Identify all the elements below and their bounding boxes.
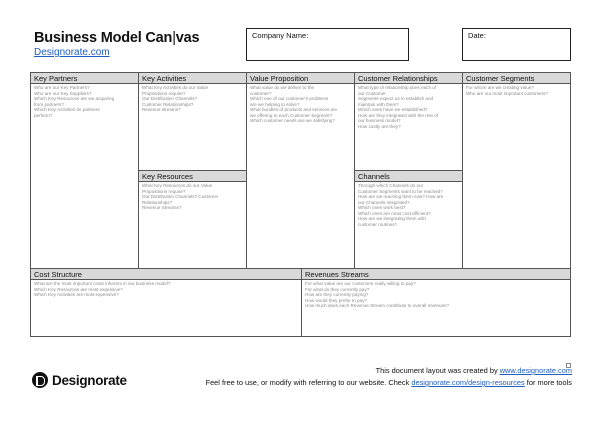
footer-credit-link[interactable]: www.designorate.com [499, 366, 572, 375]
revenue-streams-block[interactable] [301, 268, 571, 337]
cost-structure-block[interactable] [30, 268, 302, 337]
revenue-streams-title: Revenues Streams [302, 269, 570, 280]
company-name-field[interactable] [246, 28, 409, 61]
revenue-streams-hints: For what value are our customers really willing to pay? For what do they currently pay? How are they currently paying? How would they prefer to pay? How much does each Revenue Stream contribute to overall revenues? [305, 281, 450, 308]
channels-block[interactable] [354, 170, 463, 269]
footer-credit-line: This document layout was created by www.designorate.com [375, 366, 572, 375]
cost-structure-title: Cost Structure [31, 269, 301, 280]
key-partners-hints: Who are our Key Partners? Who are our Key Suppliers? Which Key Resources are we acquiring from partners? Which Key Activities do partners perform? [34, 85, 115, 118]
customer-segments-block[interactable] [462, 72, 571, 269]
value-proposition-block[interactable] [246, 72, 355, 269]
company-name-label: Company Name: [252, 31, 309, 40]
channels-hints: Through which Channels do our Customer Segments want to be reached? How are we reaching them now? How are our Channels integrated? Which ones work best? Which ones are most cost-efficient? How are we integrating them with customer routines? [358, 183, 444, 227]
page-title: Business Model Can|vas [34, 30, 200, 46]
channels-title: Channels [355, 171, 462, 182]
key-resources-title: Key Resources [139, 171, 246, 182]
date-field[interactable] [462, 28, 571, 61]
date-label: Date: [468, 31, 486, 40]
value-proposition-hints: What value do we deliver to the customer? Which one of our customer's problems are we helping to solve? What bundles of products and services are we offering to each Customer Segment? Which customer needs are we satisfying? [250, 85, 338, 123]
customer-relationships-hints: What type of relationship does each of our Customer Segments expect us to establish and maintain with them? Which ones have we established? How are they integrated with the rest of our business model? How costly are they? [358, 85, 438, 129]
customer-relationships-title: Customer Relationships [355, 73, 462, 84]
key-activities-block[interactable] [138, 72, 247, 171]
key-resources-hints: What Key Resources do our Value Propositions require? Our Distribution Channels? Customer Relationships? Revenue Streams? [142, 183, 219, 210]
text-caret: | [172, 30, 176, 46]
customer-relationships-block[interactable] [354, 72, 463, 171]
value-proposition-title: Value Proposition [247, 73, 354, 84]
footer-resources-link[interactable]: designorate.com/design-resources [411, 378, 525, 387]
footer-usage-line: Feel free to use, or modify with referring to our website. Check designorate.com/design-resources for more tools [205, 378, 572, 387]
designorate-logo-icon [32, 372, 48, 388]
key-activities-hints: What Key Activities do our Value Propositions require? Our Distribution Channels? Customer Relationships? Revenue streams? [142, 85, 209, 112]
key-partners-block[interactable] [30, 72, 139, 269]
key-resources-block[interactable] [138, 170, 247, 269]
designorate-logo[interactable] [32, 372, 127, 388]
customer-segments-hints: For whom are we creating value? Who are our most important customers? [466, 85, 548, 96]
key-partners-title: Key Partners [31, 73, 138, 84]
cost-structure-hints: What are the most important costs inherent in our business model? Which Key Resources are most expensive? Which Key Activities are most expensive? [34, 281, 171, 297]
key-activities-title: Key Activities [139, 73, 246, 84]
site-link[interactable]: Designorate.com [34, 47, 110, 58]
brand-name: Designorate [52, 372, 127, 388]
customer-segments-title: Customer Segments [463, 73, 570, 84]
